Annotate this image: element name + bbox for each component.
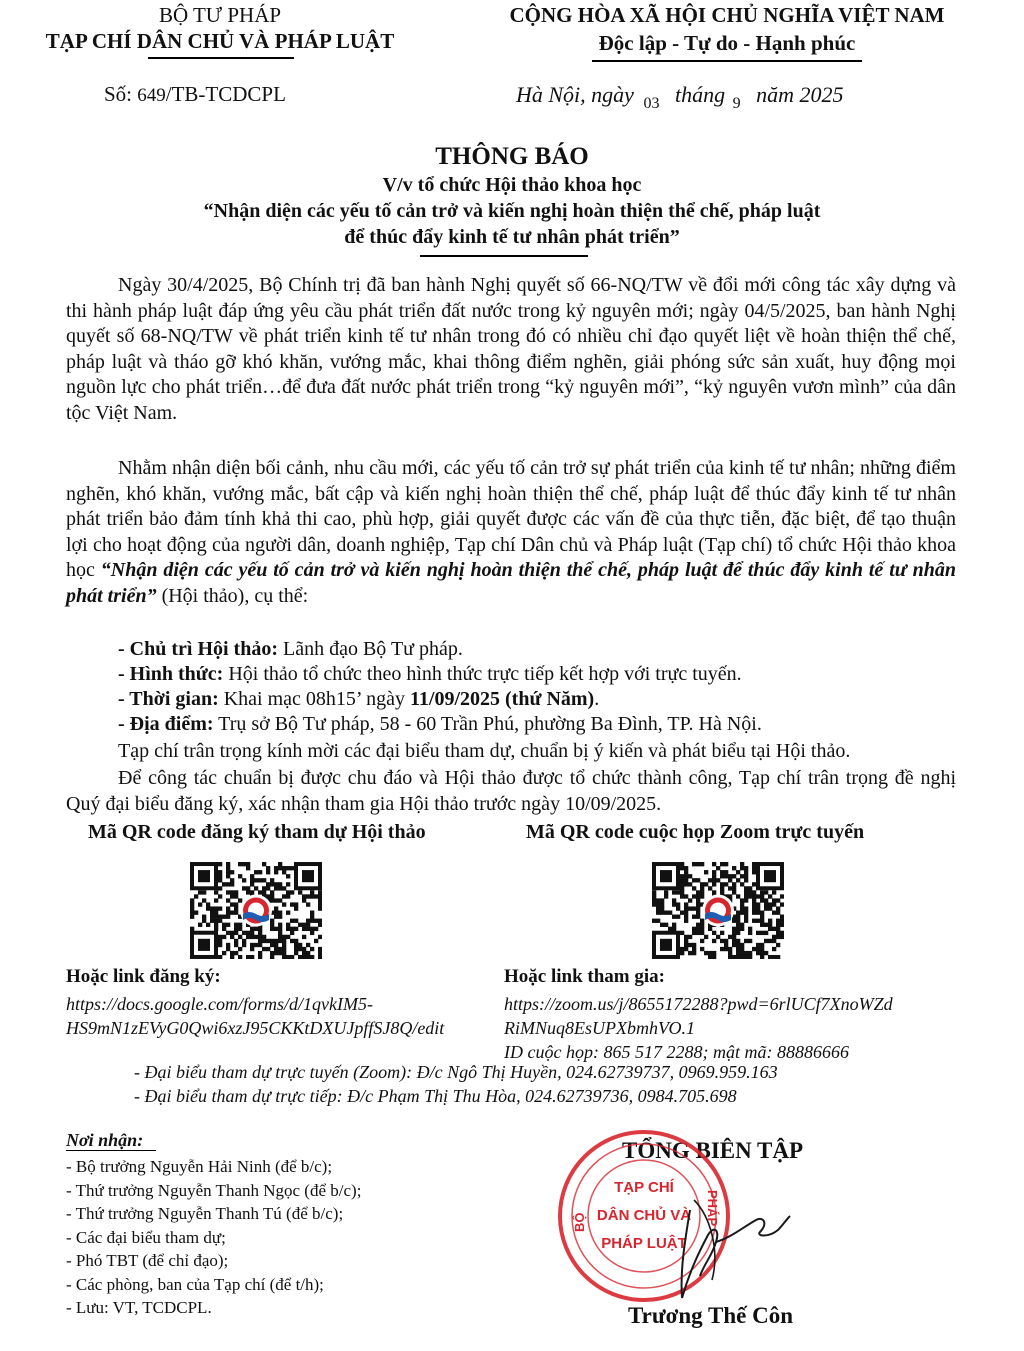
paragraph-2-text: Nhằm nhận diện bối cảnh, nhu cầu mới, các yếu tố cản trở sự phát triển của kinh tế tư nhân; những điểm nghẽn, khó khăn, vướng mắc, bất cập và kiến nghị hoàn thiện thể chế, pháp luật để thúc đẩy kinh tế tư nhân phát triển bảo đảm tính khả thi cao, phù hợp, giải quyết được các vấn đề của thực tiễn, đặc biệt, để tạo thuận lợi cho hoạt động của người dân, doanh nghiệp, Tạp chí Dân chủ và Pháp luật (Tạp chí) tổ chức Hội thảo khoa học	[66, 457, 956, 582]
title-underline	[420, 255, 588, 257]
document-date	[516, 82, 844, 112]
recipient-item: - Các phòng, ban của Tạp chí (để t/h);	[66, 1274, 324, 1294]
time-value: Khai mạc 08h15’ ngày	[218, 688, 410, 710]
qr-zoom-title: Mã QR code cuộc họp Zoom trực tuyến	[526, 821, 865, 843]
recipients-list	[66, 1155, 361, 1320]
chair-label: - Chủ trì Hội thảo:	[118, 638, 278, 660]
document-number	[104, 82, 286, 107]
zoom-meeting-id: ID cuộc họp: 865 517 2288; mật mã: 88886666	[504, 1042, 849, 1062]
time-end: .	[594, 688, 600, 710]
notice-title: THÔNG BÁO	[435, 143, 589, 170]
time-line	[118, 687, 958, 713]
svg-text:PHÁP: PHÁP	[705, 1190, 720, 1227]
svg-text:PHÁP LUẬT: PHÁP LUẬT	[601, 1235, 687, 1252]
format-label: - Hình thức:	[118, 663, 224, 685]
signer-name: Trương Thế Côn	[628, 1303, 793, 1328]
paragraph-2-workshop-title: “Nhận diện các yếu tố cản trở và kiến nghị hoàn thiện thể chế, pháp luật để thúc đẩy kinh tế tư nhân phát triển”	[66, 559, 957, 607]
recipient-item: - Lưu: VT, TCDCPL.	[66, 1298, 212, 1317]
recipients-title: Nơi nhận:	[66, 1130, 144, 1150]
workshop-title-line2: để thúc đẩy kinh tế tư nhân phát triển”	[344, 226, 680, 248]
svg-text:DÂN CHỦ VÀ: DÂN CHỦ VÀ	[596, 1207, 692, 1224]
recipient-item: - Phó TBT (để chỉ đạo);	[66, 1251, 229, 1270]
time-weekday: (thứ Năm)	[505, 688, 595, 710]
motto-underline	[592, 60, 862, 62]
national-motto: Độc lập - Tự do - Hạnh phúc	[598, 31, 856, 55]
qr-zoom-code[interactable]	[652, 862, 784, 959]
register-link-line1[interactable]: https://docs.google.com/forms/d/1qvkIM5-	[66, 994, 373, 1014]
svg-text:TẠP CHÍ: TẠP CHÍ	[614, 1179, 674, 1196]
format-value: Hội thảo tổ chức theo hình thức trực tiếp kết hợp với trực tuyến.	[223, 663, 742, 685]
recipient-item: - Bộ trưởng Nguyễn Hải Ninh (để b/c);	[66, 1157, 333, 1176]
notice-subtitle: V/v tổ chức Hội thảo khoa học	[382, 174, 642, 196]
venue-line	[118, 712, 958, 738]
workshop-title-line1: “Nhận diện các yếu tố cản trở và kiến nghị hoàn thiện thể chế, pháp luật	[203, 200, 821, 222]
svg-text:BỘ: BỘ	[572, 1212, 587, 1232]
recipients-underline	[66, 1150, 156, 1151]
zoom-link-line1[interactable]: https://zoom.us/j/8655172288?pwd=6rlUCf7XnoWZd	[504, 994, 893, 1014]
date-place: Hà Nội, ngày	[516, 82, 634, 107]
date-year: năm 2025	[756, 82, 844, 107]
date-day: 03	[643, 95, 660, 112]
venue-value: Trụ sở Bộ Tư pháp, 58 - 60 Trần Phú, phường Ba Đình, TP. Hà Nội.	[213, 713, 762, 735]
contact-online: - Đại biểu tham dự trực tuyến (Zoom): Đ/c Ngô Thị Huyền, 024.62739737, 0969.959.163	[134, 1062, 778, 1082]
agency-underline	[148, 57, 294, 59]
qr-register-code[interactable]	[190, 862, 322, 959]
recipient-item: - Thứ trưởng Nguyễn Thanh Tú (để b/c);	[66, 1204, 344, 1223]
chair-value: Lãnh đạo Bộ Tư pháp.	[278, 638, 463, 660]
paragraph-3: Tạp chí trân trọng kính mời các đại biểu tham dự, chuẩn bị ý kiến và phát biểu tại Hội thảo.	[118, 740, 851, 762]
number-prefix: Số:	[104, 82, 133, 106]
recipient-item: - Các đại biểu tham dự;	[66, 1227, 226, 1247]
paragraph-1: Ngày 30/4/2025, Bộ Chính trị đã ban hành Nghị quyết số 66-NQ/TW về đổi mới công tác xây dựng và thi hành pháp luật đáp ứng yêu cầu phát triển đất nước trong kỷ nguyên mới; ngày 04/5/2025, ban hành Nghị quyết số 68-NQ/TW về phát triển kinh tế tư nhân trong đó có nhiều chỉ đạo quyết liệt về hoàn thiện thể chế, pháp luật và tháo gỡ khó khăn, vướng mắc, khai thông điểm nghẽn, giải phóng sức sản xuất, huy động mọi nguồn lực cho phát triển…để đưa đất nước phát triển trong “kỷ nguyên mới”, “kỷ nguyên vươn mình” của dân tộc Việt Nam.	[66, 274, 956, 424]
date-month: 9	[732, 95, 741, 112]
contact-offline: - Đại biểu tham dự trực tiếp: Đ/c Phạm Thị Thu Hòa, 024.62739736, 0984.705.698	[134, 1086, 737, 1106]
paragraph-2-end: (Hội thảo), cụ thể:	[156, 584, 309, 607]
date-month-label: tháng	[674, 82, 726, 107]
national-title: CỘNG HÒA XÃ HỘI CHỦ NGHĨA VIỆT NAM	[509, 3, 945, 27]
qr-register-title: Mã QR code đăng ký tham dự Hội thảo	[88, 821, 426, 843]
chair-line	[118, 637, 958, 663]
register-link-label: Hoặc link đăng ký:	[66, 966, 221, 987]
recipient-item: - Thứ trưởng Nguyễn Thanh Ngọc (để b/c);	[66, 1180, 362, 1200]
qr-zoom-icon	[652, 862, 784, 959]
number-value: 649	[137, 85, 166, 106]
register-link-line2[interactable]: HS9mN1zEVyG0Qwi6xzJ95CKKtDXUJpffSJ8Q/edit	[66, 1018, 445, 1038]
zoom-link-line2[interactable]: RiMNuq8EsUPXbmhVO.1	[504, 1018, 695, 1038]
handwritten-signature	[660, 1180, 800, 1310]
paragraph-4: Để công tác chuẩn bị được chu đáo và Hội thảo được tổ chức thành công, Tạp chí trân trọng đề nghị Quý đại biểu đăng ký, xác nhận tham gia Hội thảo trước ngày 10/09/2025.	[66, 767, 956, 815]
paragraph-2	[66, 456, 956, 610]
agency-parent: BỘ TƯ PHÁP	[158, 3, 282, 27]
qr-register-icon	[190, 862, 322, 959]
signer-role: TỔNG BIÊN TẬP	[622, 1138, 804, 1163]
zoom-link-label: Hoặc link tham gia:	[504, 966, 665, 987]
number-suffix: /TB-TCDCPL	[165, 82, 286, 106]
time-date: 11/09/2025	[409, 688, 500, 710]
format-line	[118, 662, 958, 688]
venue-label: - Địa điểm:	[118, 713, 214, 735]
agency-name: TẠP CHÍ DÂN CHỦ VÀ PHÁP LUẬT	[45, 29, 395, 53]
time-label: - Thời gian:	[118, 688, 219, 710]
